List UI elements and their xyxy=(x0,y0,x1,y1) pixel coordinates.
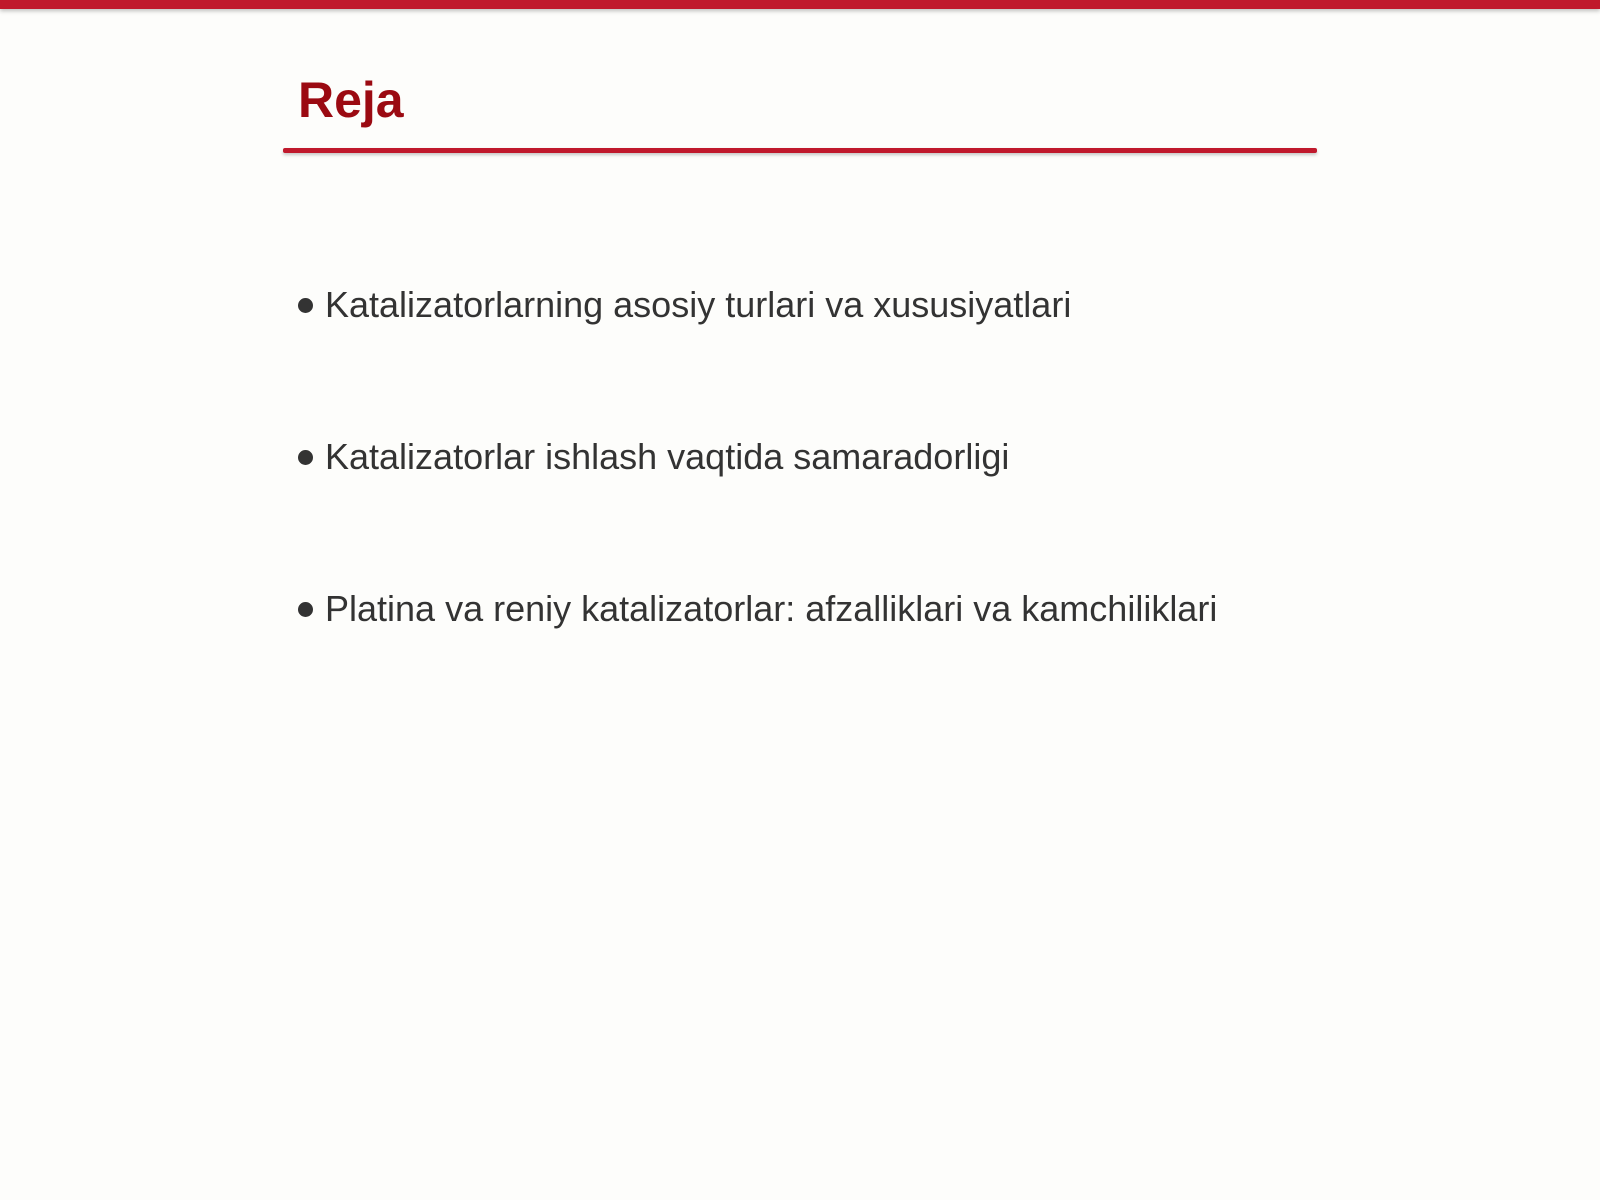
slide-title: Reja xyxy=(298,72,404,128)
bullet-list xyxy=(298,276,1338,732)
top-accent-bar xyxy=(0,0,1600,9)
title-underline xyxy=(283,148,1317,153)
bullet-text: Katalizatorlarning asosiy turlari va xususiyatlari xyxy=(325,284,1072,325)
list-item xyxy=(298,276,1338,428)
bullet-icon xyxy=(298,450,313,465)
bullet-text: Platina va reniy katalizatorlar: afzalliklari va kamchiliklari xyxy=(325,588,1218,629)
bullet-icon xyxy=(298,298,313,313)
list-item xyxy=(298,580,1338,732)
bullet-text: Katalizatorlar ishlash vaqtida samaradorligi xyxy=(325,436,1010,477)
list-item xyxy=(298,428,1338,580)
bullet-icon xyxy=(298,602,313,617)
